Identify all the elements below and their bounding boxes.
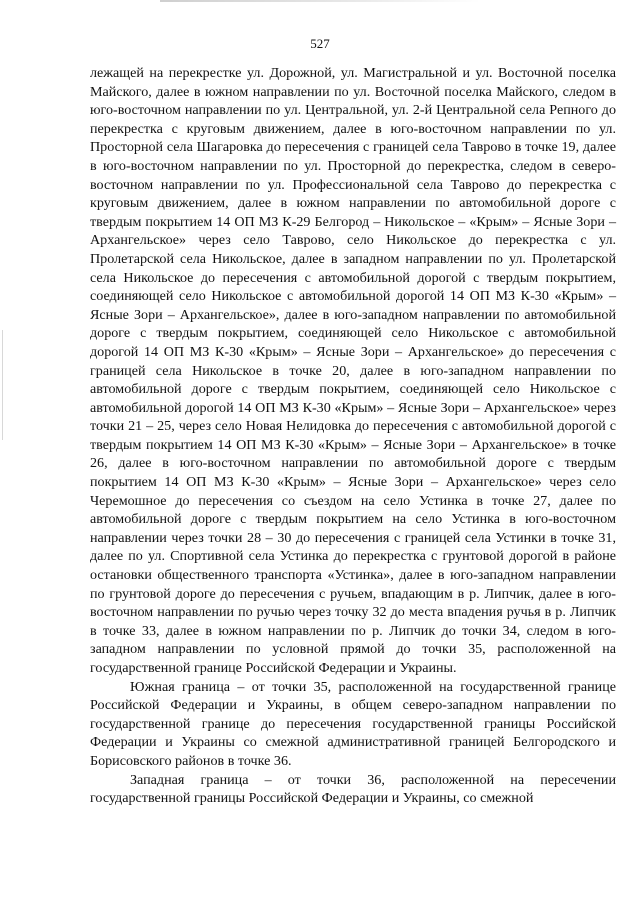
body-text — [90, 64, 616, 808]
page-number: 527 — [310, 36, 330, 51]
scan-edge-mark — [160, 0, 480, 2]
paragraph-southern-border: Южная граница – от точки 35, расположенной на государственной границе Российской Федерации и Украины, в общем северо-западном направлении по государственной границе до пересечения государственной границы Российской Федерации и Украины со смежной административной границей Белгородского и Борисовского районов в точке 36. — [90, 678, 616, 769]
scan-edge-mark-left — [2, 330, 3, 440]
paragraph-western-border: Западная граница – от точки 36, расположенной на пересечении государственной границы Российской Федерации и Украины, со смежной — [90, 771, 616, 807]
paragraph-route-description: лежащей на перекрестке ул. Дорожной, ул. Магистральной и ул. Восточной поселка Майского, далее в южном направлении по ул. Восточной поселка Майского, следом в юго-восточном направлении по ул. Центральной, ул. 2-й Центральной села Репного до перекрестка с круговым движением, далее в юго-восточном направлении по ул. Просторной села Шагаровка до пересечения с границей села Таврово в точке 19, далее в юго-восточном направлении по ул. Просторной до перекрестка, следом в северо-восточном направлении по ул. Профессиональной села Таврово до перекрестка с круговым движением, далее в южном направлении по автомобильной дороге с твердым покрытием 14 ОП МЗ К-29 Белгород – Никольское – «Крым» – Ясные Зори – Архангельское» через село Таврово, село Никольское до перекрестка с ул. Пролетарской села Никольское, далее в западном направлении по ул. Пролетарской села Никольское до пересечения с автомобильной дорогой с твердым покрытием, соединяющей село Никольское с автомобильной дорогой 14 ОП МЗ К-30 «Крым» – Ясные Зори – Архангельское», далее в юго-западном направлении по автомобильной дороге с твердым покрытием, соединяющей село Никольское с автомобильной дорогой 14 ОП МЗ К-30 «Крым» – Ясные Зори – Архангельское» до пересечения с границей села Никольское в точке 20, далее в юго-западном направлении по автомобильной дороге с твердым покрытием, соединяющей село Никольское с автомобильной дорогой 14 ОП МЗ К-30 «Крым» – Ясные Зори – Архангельское» через точки 21 – 25, через село Новая Нелидовка до пересечения с автомобильной дорогой с твердым покрытием 14 ОП МЗ К-30 «Крым» – Ясные Зори – Архангельское» в точке 26, далее в юго-восточном направлении по автомобильной дороге с твердым покрытием 14 ОП МЗ К-30 «Крым» – Ясные Зори – Архангельское» через село Черемошное до пересечения со съездом на село Устинка в точке 27, далее по автомобильной дороге с твердым покрытием на село Устинка в юго-восточном направлении через точки 28 – 30 до пересечения с границей села Устинки в точке 31, далее по ул. Спортивной села Устинка до перекрестка с грунтовой дорогой в районе остановки общественного транспорта «Устинка», далее в юго-западном направлении по грунтовой дороге до пересечения с ручьем, впадающим в р. Липчик, далее в юго-восточном направлении по ручью через точку 32 до места впадения ручья в р. Липчик в точке 33, далее в южном направлении по р. Липчик до точки 34, следом в юго-западном направлении по условной прямой до точки 35, расположенной на государственной границе Российской Федерации и Украины. — [90, 65, 616, 676]
